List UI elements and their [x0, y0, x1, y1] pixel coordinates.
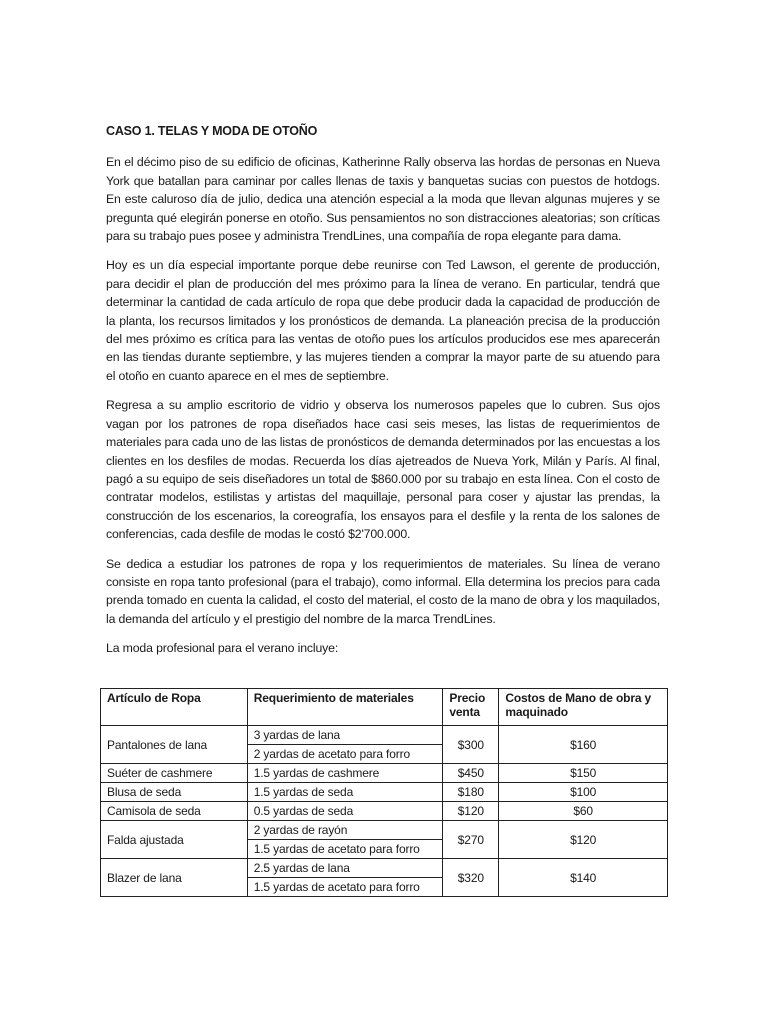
material-cell: 2 yardas de acetato para forro [247, 745, 443, 764]
item-cell: Blazer de lana [101, 859, 248, 897]
price-cell: $270 [443, 821, 499, 859]
table-row [101, 859, 668, 878]
header-cost: Costos de Mano de obra y maquinado [499, 689, 668, 726]
item-cell: Camisola de seda [101, 802, 248, 821]
item-cell: Pantalones de lana [101, 726, 248, 764]
table-intro: La moda profesional para el verano incluye: [106, 641, 339, 656]
cost-cell: $60 [499, 802, 668, 821]
material-cell: 1.5 yardas de seda [247, 783, 443, 802]
header-item: Artículo de Ropa [101, 689, 248, 726]
header-price: Precio venta [443, 689, 499, 726]
material-cell: 2 yardas de rayón [247, 821, 443, 840]
table-header-row [101, 689, 668, 726]
material-cell: 0.5 yardas de seda [247, 802, 443, 821]
item-cell: Suéter de cashmere [101, 764, 248, 783]
cost-cell: $120 [499, 821, 668, 859]
cost-cell: $100 [499, 783, 668, 802]
table-row [101, 783, 668, 802]
item-cell: Falda ajustada [101, 821, 248, 859]
price-cell: $450 [443, 764, 499, 783]
paragraph: Hoy es un día especial importante porque debe reunirse con Ted Lawson, el gerente de producción, para decidir el plan de producción del mes próximo para la línea de verano. En particular, tendrá que determinar la cantidad de cada artículo de ropa que debe producir dada la capacidad de producción de la planta, los recursos limitados y los pronósticos de demanda. La planeación precisa de la producción del mes próximo es crítica para las ventas de otoño pues los artículos producidos ese mes aparecerán en las tiendas durante septiembre, y las mujeres tienden a comprar la mayor parte de su atuendo para el otoño en cuanto aparece en el mes de septiembre. [106, 258, 660, 383]
table-row [101, 821, 668, 840]
material-cell: 2.5 yardas de lana [247, 859, 443, 878]
cost-cell: $160 [499, 726, 668, 764]
price-cell: $300 [443, 726, 499, 764]
material-cell: 1.5 yardas de cashmere [247, 764, 443, 783]
material-cell: 1.5 yardas de acetato para forro [247, 840, 443, 859]
material-cell: 1.5 yardas de acetato para forro [247, 878, 443, 897]
table-row [101, 764, 668, 783]
price-cell: $180 [443, 783, 499, 802]
document-body [106, 122, 660, 672]
case-title: CASO 1. TELAS Y MODA DE OTOÑO [106, 124, 318, 138]
paragraph: En el décimo piso de su edificio de oficinas, Katherinne Rally observa las hordas de personas en Nueva York que batallan para caminar por calles llenas de taxis y banquetas sucias con puestos de hotdogs. En este caluroso día de julio, dedica una atención especial a la moda que llevan algunas mujeres y se pregunta qué elegirán ponerse en otoño. Sus pensamientos no son distracciones aleatorias; son críticas para su trabajo pues posee y administra TrendLines, una compañía de ropa elegante para dama. [106, 155, 660, 244]
cost-cell: $150 [499, 764, 668, 783]
paragraph: Regresa a su amplio escritorio de vidrio y observa los numerosos papeles que lo cubren. Sus ojos vagan por los patrones de ropa diseñados hace casi seis meses, las listas de requerimientos de materiales para cada uno de las listas de pronósticos de demanda determinados por las encuestas a los clientes en los desfiles de modas. Recuerda los días ajetreados de Nueva York, Milán y París. Al final, pagó a su equipo de seis diseñadores un total de $860.000 por su trabajo en esta línea. Con el costo de contratar modelos, estilistas y artistas del maquillaje, personal para coser y ajustar las prendas, la construcción de los escenarios, la coreografía, los ensayos para el desfile y la renta de los salones de conferencias, cada desfile de modas le costó $2'700.000. [106, 398, 660, 542]
table-row [101, 726, 668, 745]
item-cell: Blusa de seda [101, 783, 248, 802]
material-cell: 3 yardas de lana [247, 726, 443, 745]
paragraph: Se dedica a estudiar los patrones de ropa y los requerimientos de materiales. Su línea de verano consiste en ropa tanto profesional (para el trabajo), como informal. Ella determina los precios para cada prenda tomado en cuenta la calidad, el costo del material, el costo de la mano de obra y los maquilados, la demanda del artículo y el prestigio del nombre de la marca TrendLines. [106, 556, 660, 626]
price-cell: $120 [443, 802, 499, 821]
table-row [101, 802, 668, 821]
price-cell: $320 [443, 859, 499, 897]
header-materials: Requerimiento de materiales [247, 689, 443, 726]
cost-cell: $140 [499, 859, 668, 897]
materials-table [100, 688, 668, 897]
